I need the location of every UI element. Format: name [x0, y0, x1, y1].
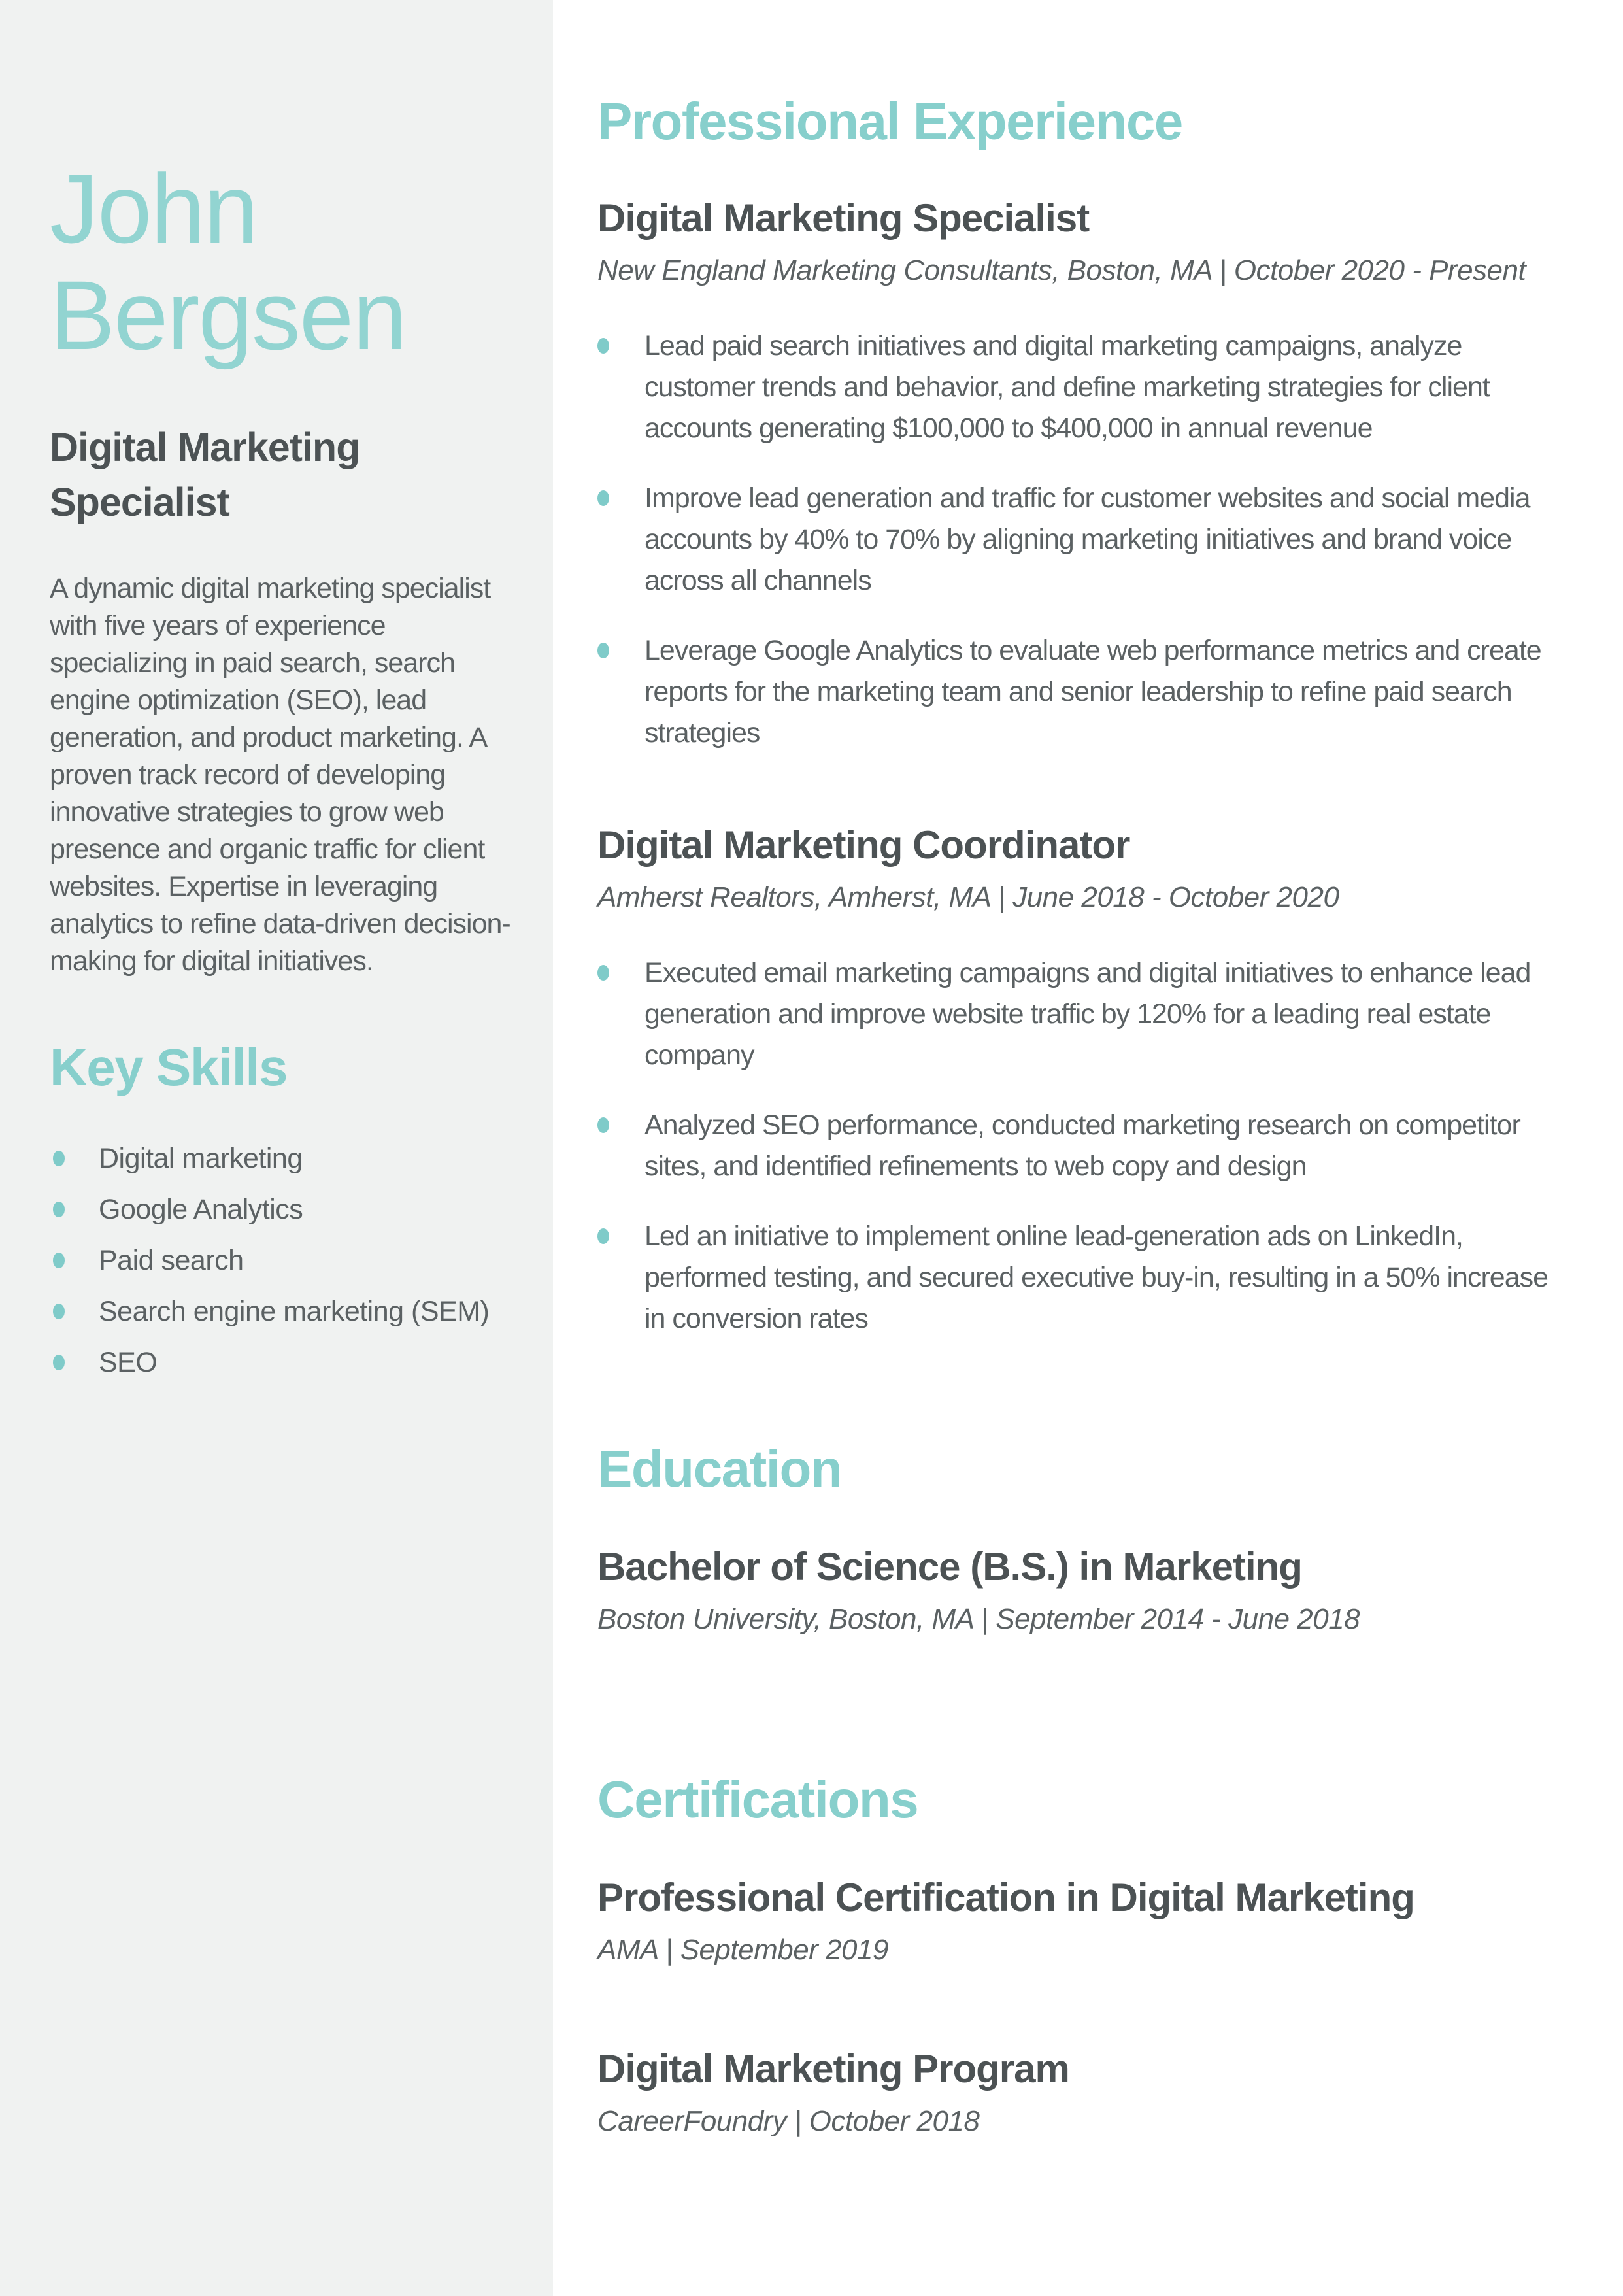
jobs-list — [597, 195, 1586, 1340]
main-column — [553, 0, 1623, 2296]
bullet-dot-icon — [53, 1202, 65, 1217]
certification-entry — [597, 2046, 1586, 2140]
skills-list — [50, 1142, 519, 1379]
bullet-item — [597, 953, 1558, 1076]
bullet-item — [597, 478, 1558, 601]
bullet-dot-icon — [53, 1253, 65, 1268]
skill-label: Search engine marketing (SEM) — [99, 1296, 490, 1327]
certification-title: Professional Certification in Digital Marketing — [597, 1876, 1414, 1919]
job-title: Digital Marketing Specialist — [597, 196, 1090, 240]
bullet-item — [597, 1216, 1558, 1340]
experience-heading: Professional Experience — [597, 92, 1182, 150]
job-bullets — [597, 326, 1586, 754]
bullet-item — [597, 326, 1558, 449]
skill-item — [50, 1193, 519, 1226]
bullet-text: Analyzed SEO performance, conducted marketing research on competitor sites, and identified refinements to web copy and design — [644, 1109, 1520, 1182]
bullet-dot-icon — [597, 1228, 609, 1244]
certifications-heading: Certifications — [597, 1770, 918, 1829]
skill-label: Google Analytics — [99, 1194, 303, 1225]
certifications-list — [597, 1874, 1586, 2140]
skill-item — [50, 1244, 519, 1277]
bullet-item — [597, 1105, 1558, 1187]
bullet-dot-icon — [53, 1355, 65, 1370]
bullet-dot-icon — [597, 643, 609, 658]
bullet-dot-icon — [597, 338, 609, 354]
education-heading: Education — [597, 1440, 842, 1498]
bullet-dot-icon — [597, 1117, 609, 1133]
skill-item — [50, 1295, 519, 1328]
bullet-text: Improve lead generation and traffic for customer websites and social media accounts by 40% to 70% by aligning marketing initiatives and brand voice across all channels — [644, 482, 1530, 596]
education-list — [597, 1544, 1586, 1638]
job-meta: Amherst Realtors, Amherst, MA | June 2018 - October 2020 — [597, 881, 1339, 913]
skill-label: Paid search — [99, 1245, 244, 1276]
person-name: John Bergsen — [50, 154, 406, 370]
skill-item — [50, 1346, 519, 1379]
job-entry — [597, 822, 1586, 1340]
education-title: Bachelor of Science (B.S.) in Marketing — [597, 1545, 1302, 1589]
summary-paragraph: A dynamic digital marketing specialist with five years of experience specializing in paid search, search engine optimization (SEO), lead generation, and product marketing. A proven track record of developing innovative strategies to grow web presence and organic traffic for client websites. Expertise in leveraging analytics to refine data-driven decision-making for digital initiatives. — [50, 573, 510, 977]
bullet-dot-icon — [53, 1304, 65, 1319]
sidebar — [0, 0, 553, 2296]
education-meta: Boston University, Boston, MA | September 2014 - June 2018 — [597, 1603, 1360, 1635]
skill-label: SEO — [99, 1347, 158, 1378]
job-bullets — [597, 953, 1586, 1340]
skill-label: Digital marketing — [99, 1143, 303, 1174]
certification-meta: AMA | September 2019 — [597, 1934, 888, 1966]
bullet-dot-icon — [597, 490, 609, 506]
bullet-dot-icon — [597, 965, 609, 981]
bullet-dot-icon — [53, 1151, 65, 1166]
job-title: Digital Marketing Coordinator — [597, 823, 1130, 867]
certification-entry — [597, 1874, 1586, 1968]
skill-item — [50, 1142, 519, 1175]
certification-title: Digital Marketing Program — [597, 2047, 1069, 2091]
job-meta: New England Marketing Consultants, Boston, MA | October 2020 - Present — [597, 254, 1526, 286]
bullet-text: Leverage Google Analytics to evaluate web performance metrics and create reports for the marketing team and senior leadership to refine paid search strategies — [644, 635, 1541, 749]
education-entry — [597, 1544, 1586, 1638]
person-job-title: Digital Marketing Specialist — [50, 425, 360, 524]
bullet-text: Led an initiative to implement online lead-generation ads on LinkedIn, performed testing, and secured executive buy-in, resulting in a 50% increase in conversion rates — [644, 1221, 1548, 1334]
bullet-text: Executed email marketing campaigns and digital initiatives to enhance lead generation and improve website traffic by 120% for a leading real estate company — [644, 957, 1531, 1071]
key-skills-heading: Key Skills — [50, 1038, 288, 1096]
bullet-item — [597, 630, 1558, 754]
bullet-text: Lead paid search initiatives and digital marketing campaigns, analyze customer trends and behavior, and define marketing strategies for client accounts generating $100,000 to $400,000 in annual revenue — [644, 330, 1490, 444]
certification-meta: CareerFoundry | October 2018 — [597, 2105, 980, 2137]
job-entry — [597, 195, 1586, 754]
